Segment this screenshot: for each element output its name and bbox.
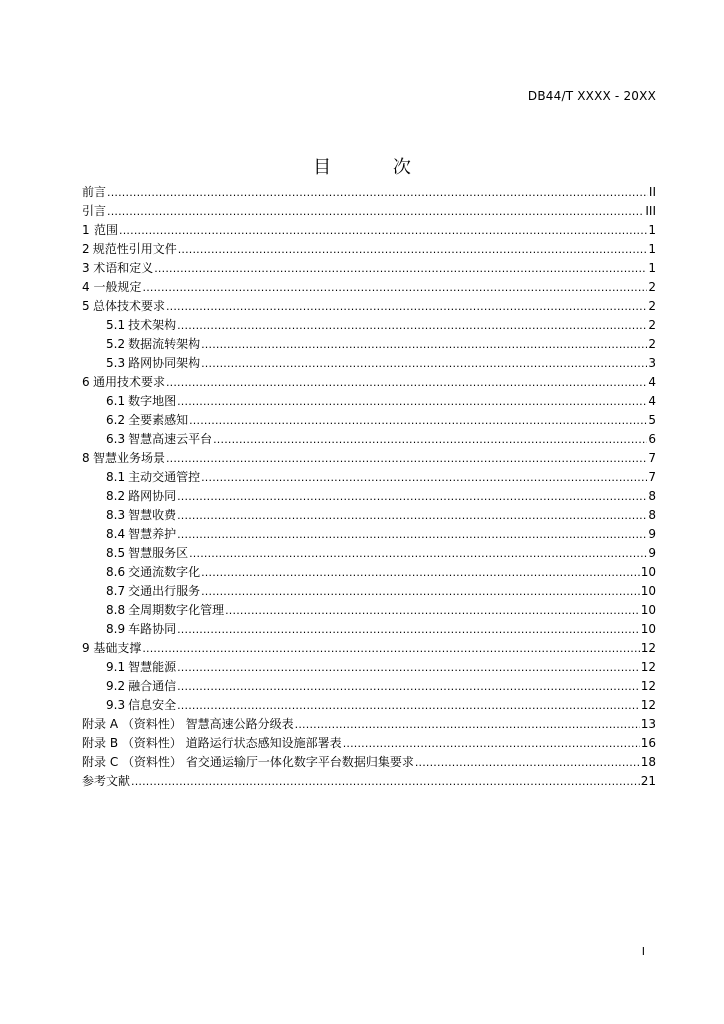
toc-entry-number: 8.2 [106, 489, 126, 503]
toc-entry-page: 10 [640, 565, 656, 579]
toc-entry-page: 2 [648, 337, 656, 351]
toc-entry[interactable] [82, 278, 656, 297]
toc-entry-page: 3 [648, 356, 656, 370]
toc-entry-number: 1 [82, 223, 90, 237]
toc-entry[interactable] [82, 525, 656, 544]
toc-entry[interactable] [82, 354, 656, 373]
toc-entry[interactable] [82, 487, 656, 506]
toc-entry[interactable] [82, 392, 656, 411]
toc-dot-leader [177, 658, 640, 677]
toc-entry[interactable] [82, 544, 656, 563]
toc-title: 目 次 [313, 157, 439, 178]
toc-entry-title: 数字地图 [128, 394, 177, 408]
toc-entry[interactable] [82, 677, 656, 696]
toc-entry[interactable] [82, 639, 656, 658]
toc-dot-leader [166, 373, 647, 392]
toc-entry-page: 12 [640, 641, 656, 655]
toc-entry-number: 5 [82, 299, 90, 313]
toc-dot-leader [201, 335, 647, 354]
toc-entry-title: 路网协同架构 [128, 356, 201, 370]
toc-dot-leader [201, 582, 640, 601]
toc-dot-leader [177, 696, 640, 715]
toc-entry-page: 1 [648, 261, 656, 275]
toc-entry[interactable] [82, 753, 656, 772]
toc-dot-leader [166, 449, 647, 468]
toc-entry-page: 10 [640, 622, 656, 636]
toc-entry-title: 全要素感知 [128, 413, 189, 427]
toc-entry-number: 6.3 [106, 432, 126, 446]
toc-entry-title: 智慧服务区 [128, 546, 189, 560]
toc-entry-title: 技术架构 [128, 318, 177, 332]
standard-code: DB44/T XXXX - 20XX [527, 89, 656, 103]
toc-entry-title: 基础支撑 [93, 641, 142, 655]
toc-entry[interactable] [82, 411, 656, 430]
toc-entry[interactable] [82, 449, 656, 468]
toc-entry-number: 2 [82, 242, 90, 256]
toc-entry-number: 9.3 [106, 698, 126, 712]
toc-entry-page: 4 [648, 394, 656, 408]
toc-entry-title: 交通出行服务 [128, 584, 201, 598]
toc-entry-number: 8.8 [106, 603, 126, 617]
toc-entry-title: 参考文献 [82, 774, 131, 788]
toc-entry[interactable] [82, 430, 656, 449]
toc-dot-leader [201, 563, 640, 582]
toc-entry-title: 范围 [94, 223, 119, 237]
toc-entry[interactable] [82, 259, 656, 278]
toc-entry-number: 6.1 [106, 394, 126, 408]
toc-entry-title: 数据流转架构 [128, 337, 201, 351]
toc-entry[interactable] [82, 297, 656, 316]
toc-dot-leader [107, 202, 644, 221]
toc-entry-page: 16 [640, 736, 656, 750]
toc-entry-page: 9 [648, 527, 656, 541]
toc-entry-title: 智慧养护 [128, 527, 177, 541]
toc-entry-title: 交通流数字化 [128, 565, 201, 579]
toc-entry-number: 8.5 [106, 546, 126, 560]
toc-entry-title: 附录 C （资料性） 省交通运输厅一体化数字平台数据归集要求 [82, 755, 414, 769]
toc-entry[interactable] [82, 696, 656, 715]
toc-dot-leader [131, 772, 640, 791]
toc-dot-leader [178, 240, 648, 259]
toc-entry-page: II [648, 185, 656, 199]
toc-entry[interactable] [82, 373, 656, 392]
toc-entry-number: 5.1 [106, 318, 126, 332]
toc-entry-page: 9 [648, 546, 656, 560]
toc-entry-title: 术语和定义 [93, 261, 154, 275]
toc-dot-leader [225, 601, 640, 620]
toc-dot-leader [107, 183, 648, 202]
toc-dot-leader [177, 506, 647, 525]
toc-entry-page: 7 [648, 470, 656, 484]
toc-entry-title: 智慧高速云平台 [128, 432, 213, 446]
toc-dot-leader [119, 221, 647, 240]
toc-entry-title: 引言 [82, 204, 107, 218]
toc-entry-title: 规范性引用文件 [92, 242, 177, 256]
toc-dot-leader [415, 753, 640, 772]
toc-entry-page: 10 [640, 603, 656, 617]
toc-entry-number: 8.4 [106, 527, 126, 541]
toc-dot-leader [142, 639, 639, 658]
toc-dot-leader [177, 316, 647, 335]
toc-entry[interactable] [82, 183, 656, 202]
toc-entry[interactable] [82, 240, 656, 259]
toc-entry-page: 8 [648, 489, 656, 503]
toc-entry[interactable] [82, 563, 656, 582]
toc-entry-number: 9.2 [106, 679, 126, 693]
toc-entry-title: 主动交通管控 [128, 470, 201, 484]
toc-dot-leader [154, 259, 647, 278]
toc-dot-leader [177, 392, 647, 411]
toc-entry-number: 9.1 [106, 660, 126, 674]
toc-entry-title: 路网协同 [128, 489, 177, 503]
table-of-contents [82, 183, 656, 791]
toc-entry-title: 前言 [82, 185, 107, 199]
toc-entry-number: 5.3 [106, 356, 126, 370]
toc-dot-leader [177, 620, 640, 639]
toc-entry-page: 8 [648, 508, 656, 522]
toc-entry-page: 1 [648, 223, 656, 237]
toc-entry-number: 3 [82, 261, 90, 275]
toc-entry-number: 5.2 [106, 337, 126, 351]
toc-entry-page: 2 [648, 318, 656, 332]
toc-entry-title: 总体技术要求 [92, 299, 165, 313]
toc-dot-leader [201, 354, 647, 373]
toc-entry-page: 1 [648, 242, 656, 256]
toc-entry[interactable] [82, 335, 656, 354]
toc-entry-title: 车路协同 [128, 622, 177, 636]
toc-dot-leader [201, 468, 647, 487]
toc-entry-number: 6 [82, 375, 90, 389]
toc-dot-leader [213, 430, 647, 449]
toc-entry[interactable] [82, 468, 656, 487]
toc-entry-page: 2 [648, 280, 656, 294]
toc-entry-page: 5 [648, 413, 656, 427]
toc-entry-number: 8.6 [106, 565, 126, 579]
toc-entry[interactable] [82, 601, 656, 620]
toc-entry-title: 一般规定 [93, 280, 142, 294]
toc-entry-title: 融合通信 [128, 679, 177, 693]
toc-entry-page: 6 [648, 432, 656, 446]
toc-entry[interactable] [82, 316, 656, 335]
toc-entry-title: 智慧业务场景 [92, 451, 165, 465]
toc-dot-leader [189, 544, 647, 563]
toc-entry-number: 8.1 [106, 470, 126, 484]
toc-dot-leader [143, 278, 648, 297]
toc-entry-page: 4 [648, 375, 656, 389]
toc-entry[interactable] [82, 582, 656, 601]
toc-entry-title: 智慧收费 [128, 508, 177, 522]
toc-entry-page: 2 [648, 299, 656, 313]
toc-dot-leader [295, 715, 640, 734]
toc-entry-page: 13 [640, 717, 656, 731]
toc-entry-number: 8.9 [106, 622, 126, 636]
toc-entry-page: 10 [640, 584, 656, 598]
toc-dot-leader [177, 487, 647, 506]
toc-entry-number: 9 [82, 641, 90, 655]
page-number: I [641, 945, 645, 958]
toc-entry-title: 智慧能源 [128, 660, 177, 674]
toc-entry[interactable] [82, 772, 656, 791]
toc-entry[interactable] [82, 658, 656, 677]
toc-entry-title: 附录 A （资料性） 智慧高速公路分级表 [82, 717, 294, 731]
toc-entry-title: 全周期数字化管理 [128, 603, 225, 617]
toc-entry[interactable] [82, 620, 656, 639]
toc-entry-title: 通用技术要求 [92, 375, 165, 389]
toc-dot-leader [177, 525, 647, 544]
toc-dot-leader [343, 734, 640, 753]
toc-entry[interactable] [82, 715, 656, 734]
toc-entry[interactable] [82, 221, 656, 240]
toc-entry-page: 12 [640, 660, 656, 674]
toc-entry[interactable] [82, 202, 656, 221]
toc-entry-page: 12 [640, 679, 656, 693]
toc-entry-page: 21 [640, 774, 656, 788]
toc-entry-number: 8.7 [106, 584, 126, 598]
toc-dot-leader [189, 411, 647, 430]
toc-entry[interactable] [82, 506, 656, 525]
toc-entry-number: 6.2 [106, 413, 126, 427]
toc-entry-page: 18 [640, 755, 656, 769]
toc-entry[interactable] [82, 734, 656, 753]
toc-entry-number: 4 [82, 280, 90, 294]
toc-dot-leader [177, 677, 640, 696]
toc-entry-title: 附录 B （资料性） 道路运行状态感知设施部署表 [82, 736, 342, 750]
toc-entry-page: 7 [648, 451, 656, 465]
toc-dot-leader [166, 297, 647, 316]
toc-entry-number: 8.3 [106, 508, 126, 522]
toc-entry-page: 12 [640, 698, 656, 712]
toc-entry-title: 信息安全 [128, 698, 177, 712]
toc-entry-page: III [645, 204, 656, 218]
toc-entry-number: 8 [82, 451, 90, 465]
